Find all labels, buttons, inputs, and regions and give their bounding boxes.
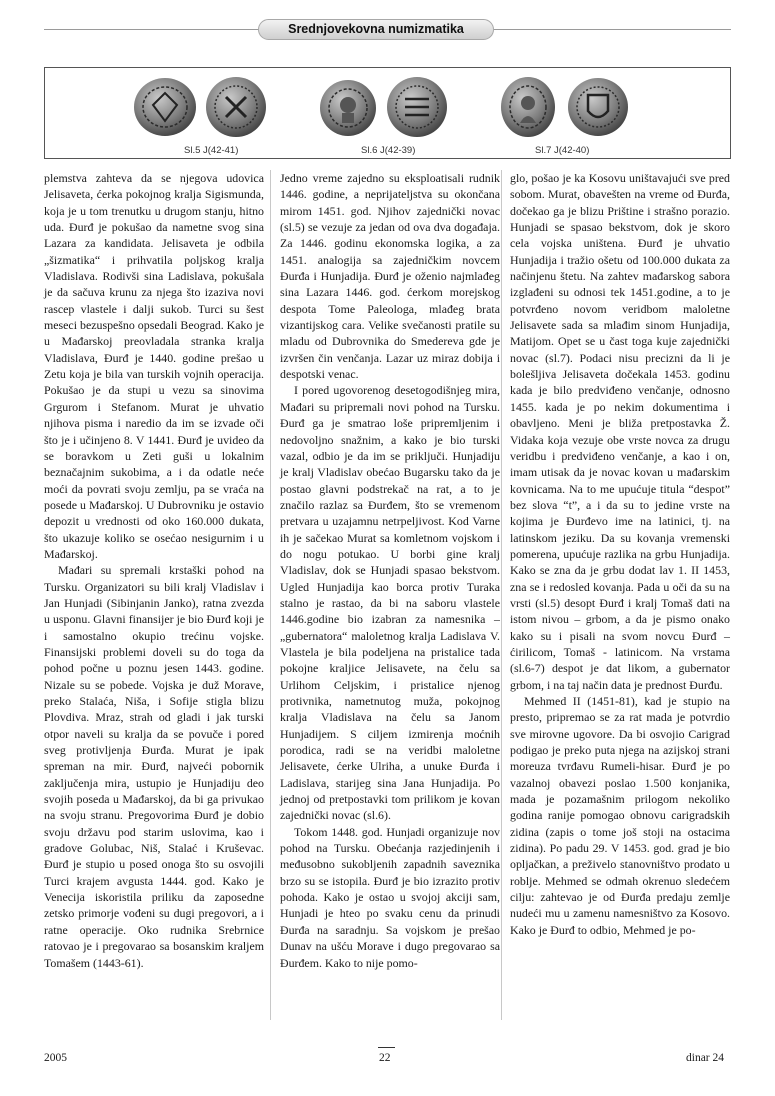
column-divider [501, 170, 502, 1020]
header-rule-left [44, 29, 258, 30]
figure-caption-5: Sl.5 J(42-41) [184, 145, 239, 156]
figure-caption-7: Sl.7 J(42-40) [535, 145, 590, 156]
paragraph: Mehmed II (1451-81), kad je stupio na presto, pripremao se za rat mada je potvrdio sve mirovne ugovore. Da bi osvojio Carigrad podigao je preko puta njega na azijskoj strani moreuza tvrđavu Rumeli-hisar. Đurđ je po vazalnoj obavezi poslao 1.500 konjanika, mada je pozamašnim prilogom nekoliko godina ranije pomogao obnovu carigradskih zidina (zapis o tome još stoji na ostacima zidina). Po padu 29. V 1453. god. grad je bio opljačkan, a preživelo stanovništvo prodato u roblje. Mehmed se odmah okrenuo sledećem cilju: zahtevao je od Đurđa predaju zemlje nudeći mu u zamenu namesništvo za Kosovo. Kako je Đurđ to odbio, Mehmed je po- [510, 694, 730, 937]
text-column-2 [280, 170, 500, 971]
coin-figure-panel [44, 67, 731, 159]
coin-7-obverse-image [496, 75, 560, 139]
paragraph: I pored ugovorenog desetogodišnjeg mira, Mađari su pripremali novi pohod na Tursku. Đurđ ga je smatrao loše pripremljenim i nedovoljno snažnim, a kako je bio turski vazal, odbio je da im se priključi. Hunjadiju je kralj Vladislav obećao Bugarsku tako da je postao glavni podstrekač na rat, a to je značilo razlaz sa Đurđem, što se vremenom pretvara u uzajamnu netrpeljivost. Kod Varne ih je sačekao Murat sa komletnom vojskom i do nogu potukao. U borbi gine kralj Vladislav, dok se Hunjadi spasao bekstvom. Ugled Hunjadija kao borca protiv Turaka stalno je rastao, da bi na saboru vlastele 1446.godine bio izabran za namesnika – „gubernatora“ maloletnog kralja Ladislava V. Vlastela je bila podeljena na pristalice tada pokojne kraljice Jelisavete, na čelu sa Urlihom Celjskim, i pristalice njenog protivnika, nametnutog muža, pokojnog kralja Vladislava na čelu sa Janom Hunjadijem. S ciljem izmirenja moćnih porodica, radi se na veridbi maloletne Jelisavete, ćerke Ulriha, a unuke Đurđa i Ladislava, starijeg sina Jana Hunjadija. Po jednoj od pretpostavki tom prilikom je kovan zajednički novac (sl.6). [280, 383, 500, 823]
coin-5-reverse-image [204, 75, 268, 139]
coin-6-obverse-image [316, 75, 380, 139]
paragraph: Jedno vreme zajedno su eksploatisali rudnik 1446. godine, a neprijateljstva su okončana mirom 1451. god. Njihov zajednički novac (sl.5) se vezuje za jedan od ova dva događaja. Za 1446. godinu ekonomska logika, a za 1451. analogija sa zajedničkim novcem Đurđa i Hunjadija. Đurđ je oženio najmlađeg sina Lazara 1446. god. ćerkom morejskog despota Tome Paleologa, mlađeg brata vizantijskog cara. Velike svečanosti pratile su mladu od Dubrovnika do Smedereva gde je izvršen čin venčanja. Lazar uz miraz dobija i despotski venac. [280, 171, 500, 382]
column-divider [270, 170, 271, 1020]
footer-issue: dinar 24 [686, 1052, 725, 1064]
paragraph: Mađari su spremali krstaški pohod na Tursku. Organizatori su bili kralj Vladislav i Jan Hunjadi (Sibinjanin Janko), ratna zvezda u usponu. Glavni finansijer je bio Đurđ koji je i samostalno okupio trećinu vojske. Finansijski problemi doveli su do toga da pohod počne u poznu jesen 1443. godine. Nizale su se pobede. Vojska je duž Morave, preko Stalaća, Niša, i Sofije stigla blizu Plovdiva. Mraz, strah od gladi i jak turski otpor naveli su kralja da se povuče i pored sveg protivljenja Đurđa. Murat je ipak spreman na mir. Đurđ, najveći pobornik zaključenja mira, ustupio je Hunjadiju deo svojih poseda u Mađarskoj, da bi ga privukao na svoju stranu. Pregovorima Đurđ je dobio svoju državu pod starim uslovima, kao i gradove Golubac, Niš, Stalać i Kruševac. Đurđ je stupio u posed onoga što su osvojili Turci krajem avgusta 1444. god. Kako je Venecija iskoristila priliku da zaposedne zetsko primorje vođeni su dugi pregovori, a i ratne operacije. Oko rudnika Srebrnice ratovao je i pregovarao sa bosanskim kraljem Tomašem (1443-61). [44, 563, 264, 970]
text-column-1 [44, 170, 264, 971]
page-number: 22 [379, 1052, 391, 1064]
page-number-rule [378, 1047, 395, 1048]
paragraph: plemstva zahteva da se njegova udovica Jelisaveta, ćerka pokojnog kralja Sigismunda, koja je u tom trenutku u drugom stanju, hitno uda. Đurđ je pokušao da nametne svog sina Lazara za kandidata. Jelisaveta je odbila „šizmatika“ i prihvatila poljskog kralja Vladislava. Rodivši sina Ladislava, pokušala je da sačuva krunu za njega što izaziva novi rascep vlastele i dalji sukob. Turci su šest meseci bezuspešno opsedali Beograd. Kako je u Mađarskoj preovladala stranka kralja Vladislava, Đurđ je 1440. godine prešao u Zetu koja je bila van turskih vojnih operacija. Pokušao je da stupi u vezu sa sinovima Grgurom i Stefanom. Murat je uhvatio njihova pisma i naredio da im se izvade oči što je i učinjeno 8. V 1441. Đurđ je uvideo da se boravkom u Zeti guši u lokalnim beznačajnim sukobima, a i da odatle neće moći da povrati svoju zemlju, pa se vraća na posede u Mađarskoj. U Dubrovniku je ostavio depozit u vrednosti od oko 160.000 dukata, što ukazuje koliko se osećao nesigurnim i u Mađarskoj. [44, 171, 264, 561]
running-header: Srednjovekovna numizmatika [258, 19, 494, 40]
coin-7-reverse-image [566, 75, 630, 139]
coin-5-obverse-image [133, 75, 197, 139]
paragraph: Tokom 1448. god. Hunjadi organizuje nov pohod na Tursku. Obećanja razjedinjenih i međusobno sukobljenih zapadnih saveznika brzo su se istopila. Đurđ je bio izrazito protiv pohoda. Kako je ostao u svojoj akciji sam, Hunjadi je hteo po svaku cenu da prinudi Đurđa na saradnju. Sa vojskom je prešao Dunav na ušću Morave i dugo pregovarao sa Đurđem. Kako to nije pomo- [280, 824, 500, 970]
footer-year: 2005 [44, 1052, 67, 1064]
coin-6-reverse-image [385, 75, 449, 139]
header-rule-right [494, 29, 731, 30]
paragraph: glo, pošao je ka Kosovu uništavajući sve pred sobom. Murat, obavešten na vreme od Đurđa, dočekao ga je blizu Prištine i strašno porazio. Hunjadi se spasao bekstvom, dok je skoro cela vojska uništena. Đurđ je uhvatio Hunjadija i tražio ošetu od 100.000 dukata za načinjenu štetu. Na zahtev mađarskog sabora izglađeni su odnosi tek 1451.godine, a to je potvrđeno novom veridbom maloletne Jelisavete sada sa mlađim sinom Hunjadija, Matijom. Opet se u čast toga kuje zajednički novac (sl.7). Podaci nisu precizni da li je bolešljiva Jelisaveta dočekala 1453. godinu kada je bilo predviđeno venčanje, odnosno 1455. kada je po nekim dokumentima i obavljeno. Meni je bliža pretpostavka Ž. Vidaka koja vezuje obe vrste novca za drugu veridbu i predviđeno venčanje, a kao i on, imam utisak da je novac kovan u mađarskim kovnicama. Na to me upućuje titula “despot” bez slova “t”, a i da su to jedine vrste na kojima je Đurđevo ime na latinici, tj. na latinskom jeziku. Da su kovanja vremenski pomerena, upućuje razlika na grbu Hunjadija. Kako se zna da je grbu dodat lav 1. II 1453, zna se i redosled kovanja. Pada u oči da su na vrsti (sl.5) desopt Đurđ i kralj Tomaš dati na istom nivou – grbom, a da je pismo onako kako su i pisali na svom novcu Đurđ – ćirilicom, Tomaš - latinicom. Na vrstama (sl.6-7) despot je dat likom, a gubernator grbom, i na taj način data je prednost Đurđu. [510, 171, 730, 692]
text-column-3 [510, 170, 730, 938]
figure-caption-6: Sl.6 J(42-39) [361, 145, 416, 156]
